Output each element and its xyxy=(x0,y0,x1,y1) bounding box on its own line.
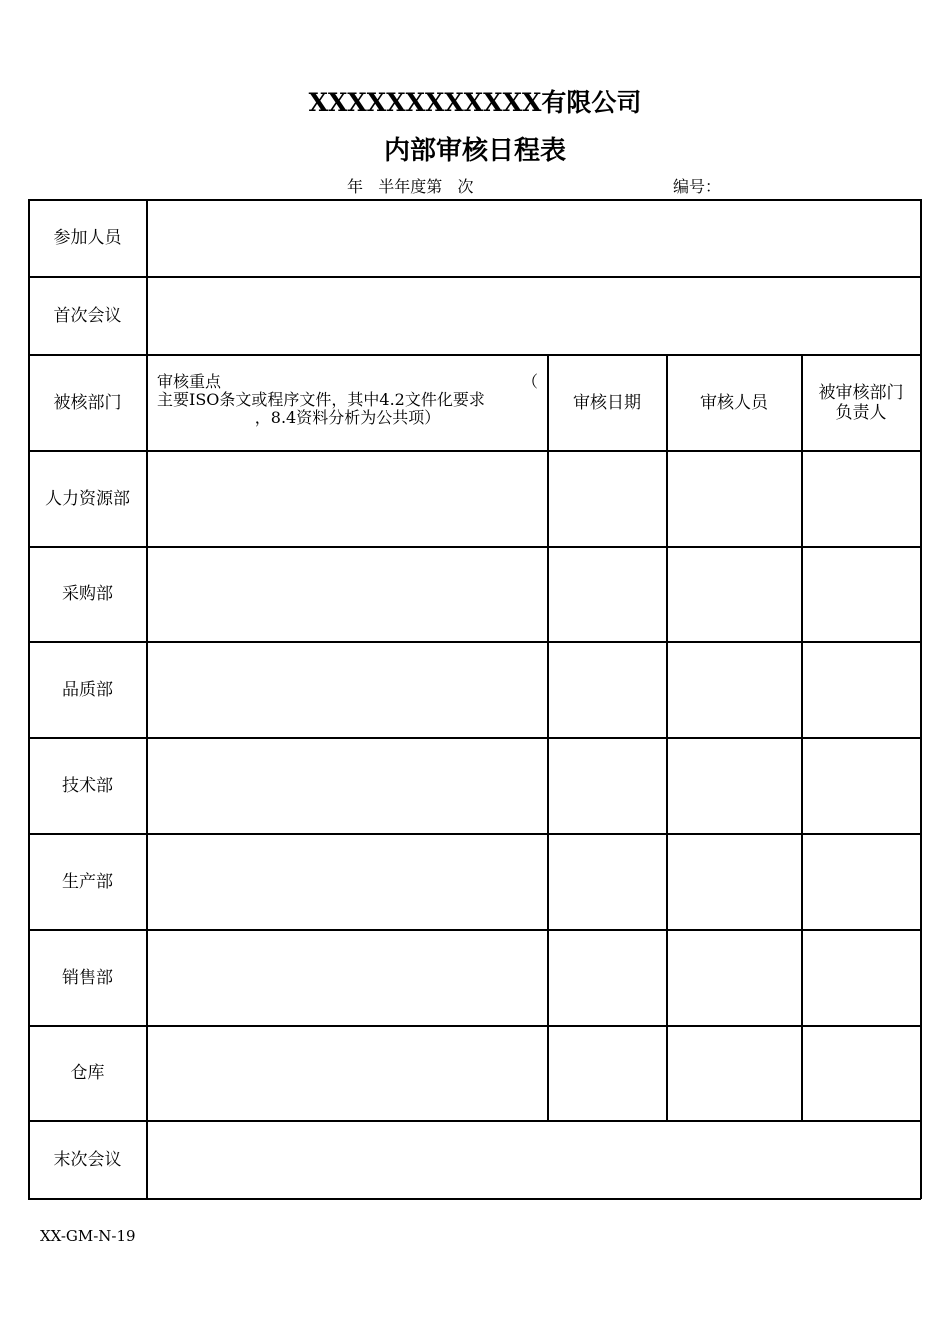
owner-line2: 负责人 xyxy=(835,402,887,423)
last-meeting-field[interactable] xyxy=(147,1121,920,1198)
number-label: 编号： xyxy=(673,177,722,196)
first-meeting-field[interactable] xyxy=(147,277,920,354)
focus-line3: ，8.4资料分析为公共项） xyxy=(254,408,441,427)
form-title: 内部审核日程表 xyxy=(383,136,566,166)
schedule-table xyxy=(28,199,921,1199)
col-header-owner xyxy=(802,355,920,450)
dept-row-label: 技术部 xyxy=(62,775,113,796)
dept-row-label: 人力资源部 xyxy=(45,488,130,509)
first-meeting-label: 首次会议 xyxy=(53,305,122,326)
focus-title: 审核重点 xyxy=(157,372,222,391)
col-header-focus xyxy=(157,373,538,433)
col-header-dept: 被核部门 xyxy=(53,392,122,413)
dept-row-label: 品质部 xyxy=(62,679,113,700)
last-meeting-label: 末次会议 xyxy=(53,1149,122,1170)
dept-row-label: 生产部 xyxy=(62,871,113,892)
col-header-auditor: 审核人员 xyxy=(700,392,768,413)
col-header-date: 审核日期 xyxy=(573,392,641,413)
dept-row-label: 仓库 xyxy=(70,1063,105,1083)
company-name: XXXXXXXXXXXX有限公司 xyxy=(308,88,642,117)
dept-row-label: 采购部 xyxy=(62,584,113,604)
owner-line1: 被审核部门 xyxy=(818,382,904,403)
participants-label: 参加人员 xyxy=(53,228,122,248)
focus-paren: （ xyxy=(521,372,538,391)
dept-row-label: 销售部 xyxy=(62,967,113,988)
participants-field[interactable] xyxy=(147,199,920,277)
period-line: 年 半年度第 次 xyxy=(347,177,474,196)
document-code: XX-GM-N-19 xyxy=(40,1227,136,1245)
focus-line2: 主要ISO条文或程序文件，其中4.2文件化要求 xyxy=(157,390,485,409)
